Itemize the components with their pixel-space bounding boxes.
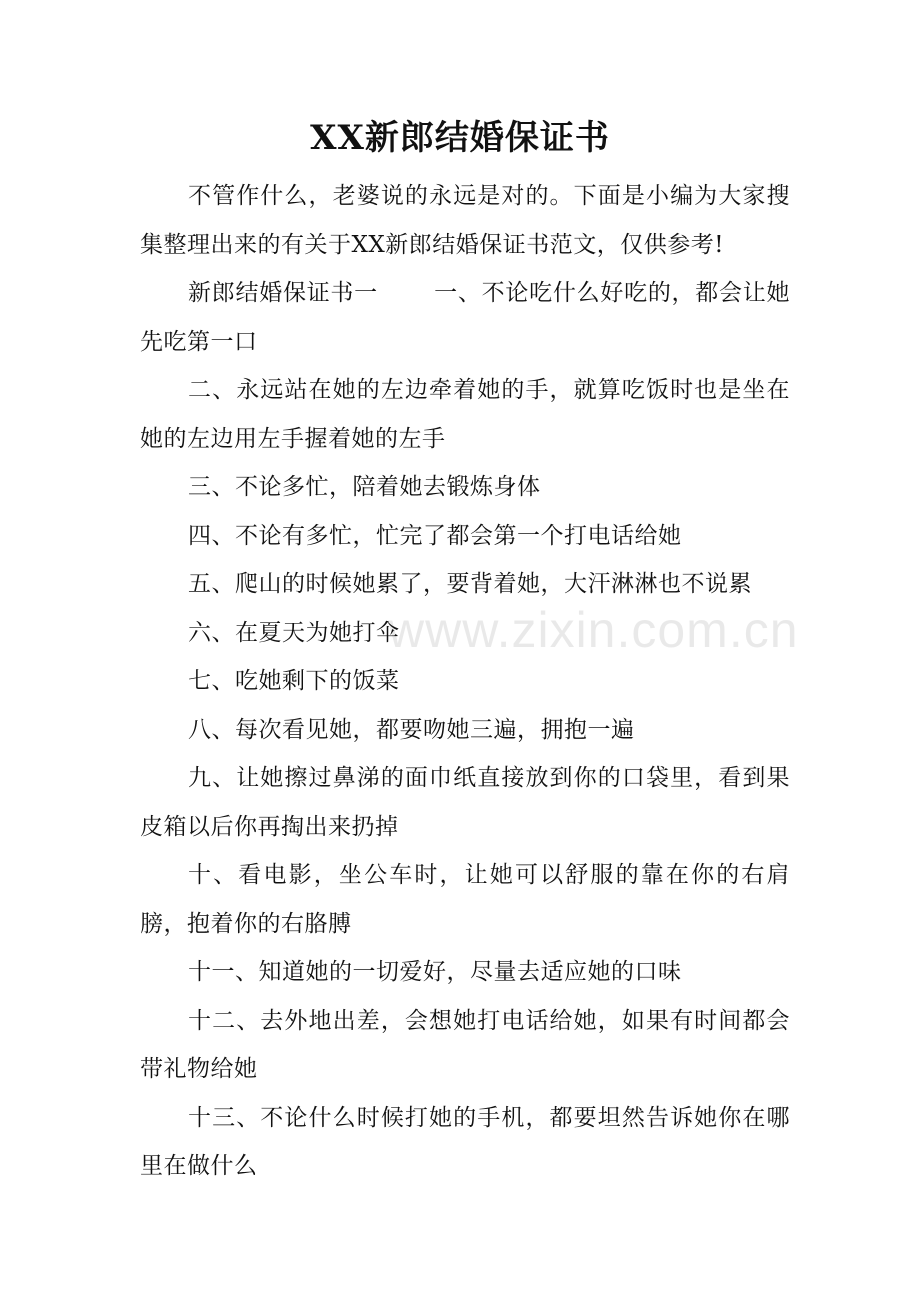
document-title: XX新郎结婚保证书 xyxy=(310,118,610,158)
document-body xyxy=(140,172,790,1191)
section-paragraph xyxy=(140,269,790,366)
item-12: 十二、去外地出差，会想她打电话给她，如果有时间都会带礼物给她 xyxy=(140,1007,790,1082)
watermark: www.zixin.com.cn xyxy=(388,602,799,658)
item-10: 十、看电影，坐公车时，让她可以舒服的靠在你的右肩膀，抱着你的右胳膊 xyxy=(140,862,790,937)
section-heading: 新郎结婚保证书一 xyxy=(188,280,378,306)
item-3: 三、不论多忙，陪着她去锻炼身体 xyxy=(188,474,541,500)
item-11: 十一、知道她的一切爱好，尽量去适应她的口味 xyxy=(188,959,682,985)
intro-paragraph: 不管作什么，老婆说的永远是对的。下面是小编为大家搜集整理出来的有关于XX新郎结婚保证书范文，仅供参考! xyxy=(140,183,790,258)
item-8: 八、每次看见她，都要吻她三遍，拥抱一遍 xyxy=(188,716,635,743)
item-13: 十三、不论什么时候打她的手机，都要坦然告诉她你在哪里在做什么 xyxy=(140,1104,790,1179)
item-6: 六、在夏天为她打伞 xyxy=(188,619,400,646)
item-5: 五、爬山的时候她累了，要背着她，大汗淋淋也不说累 xyxy=(188,571,752,597)
item-7: 七、吃她剩下的饭菜 xyxy=(188,668,400,694)
item-1: 一、不论吃什么好吃的，都会让她先吃第一口 xyxy=(140,280,791,355)
item-2: 二、永远站在她的左边牵着她的手，就算吃饭时也是坐在她的左边用左手握着她的左手 xyxy=(140,377,790,452)
item-4: 四、不论有多忙，忙完了都会第一个打电话给她 xyxy=(188,522,682,549)
item-9: 九、让她擦过鼻涕的面巾纸直接放到你的口袋里，看到果皮箱以后你再掏出来扔掉 xyxy=(140,765,790,840)
